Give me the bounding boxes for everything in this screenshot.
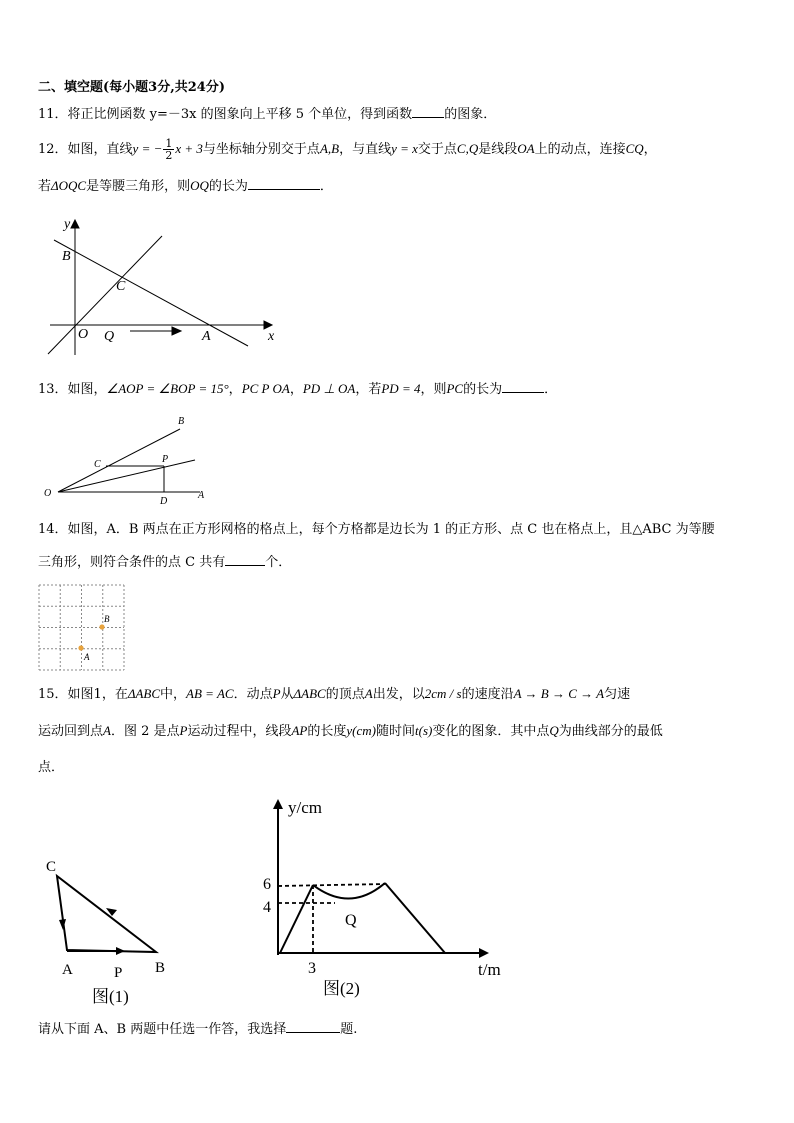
q13-text: ，则 — [420, 382, 447, 397]
q12-fraction — [163, 138, 174, 161]
q15-figure-1 — [40, 850, 180, 1010]
q12-points-cq: C,Q — [456, 141, 479, 156]
q15-q: Q — [549, 723, 559, 738]
label-p: P — [162, 454, 169, 465]
label-p: P — [114, 965, 123, 981]
caption-fig2: 图(2) — [323, 979, 360, 998]
choose-text: 题. — [340, 1022, 358, 1037]
q15-text: ．动点 — [233, 687, 273, 702]
graph-fall — [385, 883, 445, 953]
x-axis-arrow — [264, 321, 272, 329]
q13-figure — [40, 412, 220, 507]
q15-text: 随时间 — [375, 724, 415, 739]
label-b: B — [155, 960, 166, 976]
question-15-line2 — [38, 723, 663, 740]
y-axis-arrow — [273, 799, 283, 809]
choose-answer-blank[interactable] — [286, 1020, 340, 1033]
q15-figure-2 — [255, 795, 525, 1005]
arrow-ab-head — [116, 947, 125, 955]
q15-text: 中， — [160, 687, 187, 702]
label-a: A — [84, 652, 90, 662]
q13-text: ， — [289, 382, 303, 397]
caption-fig1: 图(1) — [92, 987, 129, 1006]
question-14-line1: 14．如图，A．B 两点在正方形网格的格点上，每个方格都是边长为 1 的正方形、点 C 也在格点上，且△ABC 为等腰 — [38, 522, 715, 537]
q12-text: 若 — [38, 179, 52, 194]
graph-rise — [280, 885, 313, 953]
q13-perp: PD ⊥ OA — [302, 381, 356, 396]
q12-frac-num: 1 — [165, 137, 173, 150]
q11-text-after: 的图象． — [444, 107, 497, 122]
dash-y6 — [278, 884, 385, 886]
label-a: A — [198, 490, 205, 501]
tick-4: 4 — [263, 899, 271, 916]
q14-answer-blank[interactable] — [225, 553, 265, 566]
q12-text: 上的动点，连接 — [534, 142, 626, 157]
q15-text: ．图 2 是点 — [110, 724, 180, 739]
q12-text: ． — [319, 179, 333, 194]
label-d: D — [160, 496, 168, 507]
q12-triangle: ΔOQC — [51, 178, 87, 193]
label-x: x — [268, 329, 275, 344]
q15-text: 匀速 — [604, 687, 631, 702]
question-13 — [38, 380, 557, 398]
x-axis-arrow — [479, 948, 489, 958]
q12-answer-blank[interactable] — [248, 177, 320, 190]
q15-speed: 2cm / s — [424, 686, 462, 701]
q12-text: 与坐标轴分别交于点 — [202, 142, 320, 157]
q15-text: 的长度 — [307, 724, 347, 739]
q13-text: ，若 — [355, 382, 382, 397]
q15-ab-ac: AB = AC — [186, 686, 234, 701]
section-title: 二、填空题(每小题3分,共24分) — [38, 80, 225, 95]
q12-text: 是线段 — [478, 142, 518, 157]
q15-path: A → B → C → A — [513, 686, 605, 701]
q15-text: 的速度沿 — [461, 687, 514, 702]
q12-seg-cq: CQ — [625, 141, 644, 156]
question-11 — [38, 105, 496, 123]
q12-text: 的长为 — [208, 179, 248, 194]
tick-3: 3 — [308, 960, 316, 977]
label-b: B — [62, 249, 71, 264]
y-axis-arrow — [71, 220, 79, 228]
question-15-line3: 点． — [38, 760, 65, 775]
question-15-line1 — [38, 686, 630, 703]
motion-arrow-head — [172, 327, 181, 335]
q15-text: 从 — [280, 687, 294, 702]
q15-ap: AP — [291, 723, 308, 738]
q13-text: 的长为 — [463, 382, 503, 397]
label-q: Q — [345, 912, 357, 929]
q14-grid-figure — [38, 584, 126, 672]
q12-text: 12．如图，直线 — [38, 142, 133, 157]
q13-pd: PD = 4 — [381, 381, 421, 396]
q15-text: 的顶点 — [325, 687, 365, 702]
q15-ycm: y(cm) — [346, 723, 376, 738]
question-14-line2 — [38, 553, 291, 571]
point-b-dot — [99, 624, 104, 629]
label-y: y — [64, 217, 71, 232]
q12-text: 交于点 — [417, 142, 457, 157]
q12-text: ， — [643, 142, 657, 157]
label-b: B — [104, 614, 110, 624]
q12-seg-oa: OA — [517, 141, 535, 156]
q12-text: 是等腰三角形，则 — [86, 179, 191, 194]
q15-text: 运动回到点 — [38, 724, 104, 739]
q15-ts: t(s) — [415, 723, 433, 738]
q15-tri: ΔABC — [127, 686, 161, 701]
q15-tri: ΔABC — [293, 686, 326, 701]
label-o: O — [78, 327, 89, 342]
question-12-line1 — [38, 138, 657, 161]
label-a: A — [202, 329, 211, 344]
q15-text: 变化的图象．其中点 — [432, 724, 550, 739]
q12-eq: y = − — [132, 141, 163, 156]
q12-seg-oq: OQ — [190, 178, 209, 193]
q11-text-before: 11．将正比例函数 y=－3x 的图象向上平移 5 个单位，得到函数 — [38, 107, 413, 122]
label-c: C — [94, 459, 101, 470]
label-q: Q — [104, 329, 115, 344]
q12-figure — [40, 212, 280, 362]
tick-6: 6 — [263, 876, 271, 893]
q13-angle-eq: ∠AOP = ∠BOP = 15° — [106, 381, 229, 396]
q15-text: 运动过程中，线段 — [187, 724, 292, 739]
q13-answer-blank[interactable] — [502, 380, 544, 393]
q13-parallel: PC P OA — [241, 381, 290, 396]
q13-pc: PC — [446, 381, 464, 396]
question-12-line2 — [38, 177, 333, 195]
q12-eq-suffix: x + 3 — [175, 141, 203, 156]
q15-text: 15．如图1，在 — [38, 687, 128, 702]
choose-text: 请从下面 A、B 两题中任选一作答，我选择 — [38, 1022, 287, 1037]
label-o: O — [44, 488, 52, 499]
q13-text: 13．如图， — [38, 382, 107, 397]
label-c: C — [116, 279, 126, 294]
q13-text: ， — [228, 382, 242, 397]
label-a: A — [62, 962, 73, 978]
label-y-axis: y/cm — [288, 798, 322, 817]
ray-op — [58, 460, 195, 492]
q15-p: P — [272, 686, 281, 701]
point-a-dot — [78, 645, 83, 650]
choose-line — [38, 1020, 357, 1038]
triangle-abc — [57, 876, 156, 952]
q15-a: A — [364, 686, 373, 701]
q13-text: ． — [544, 382, 558, 397]
q14-text: 个． — [265, 555, 292, 570]
q15-a: A — [103, 723, 111, 738]
q12-text: ，与直线 — [339, 142, 392, 157]
q15-text: 出发，以 — [372, 687, 425, 702]
label-c: C — [46, 859, 57, 875]
q12-eq-yx: y = x — [391, 141, 418, 156]
q15-text: 为曲线部分的最低 — [558, 724, 663, 739]
q14-text: 三角形，则符合条件的点 C 共有 — [38, 555, 226, 570]
q11-answer-blank[interactable] — [412, 105, 444, 118]
q15-p: P — [179, 723, 188, 738]
q12-frac-den: 2 — [165, 149, 173, 162]
label-x-axis: t/m — [478, 960, 501, 979]
q12-points-ab: A,B — [319, 141, 340, 156]
grid-lines — [39, 585, 124, 670]
label-b: B — [178, 416, 185, 427]
